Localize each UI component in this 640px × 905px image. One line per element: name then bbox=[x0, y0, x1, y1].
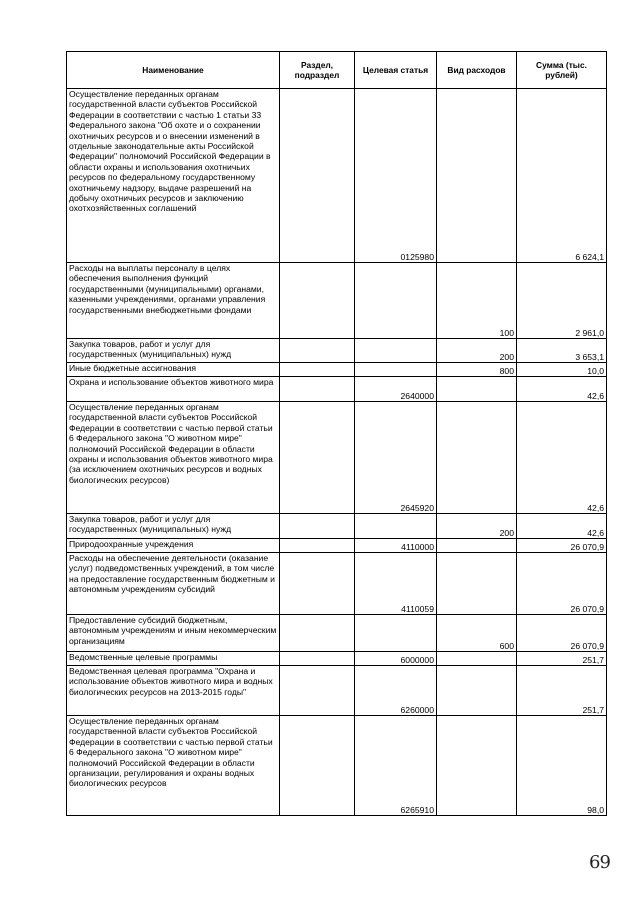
cell-name: Закупка товаров, работ и услуг для государственных (муниципальных) нужд bbox=[67, 514, 280, 539]
cell-target bbox=[355, 339, 437, 363]
table-row bbox=[67, 514, 607, 539]
cell-kind: 200 bbox=[437, 339, 517, 363]
header-sum: Сумма (тыс. рублей) bbox=[517, 52, 607, 89]
table-header bbox=[67, 52, 607, 89]
cell-section bbox=[280, 539, 355, 553]
cell-name: Расходы на выплаты персоналу в целях обеспечения выполнения функций государственными (муниципальными) органами, казенными учреждениями, органами управления государственными внебюджетными фондами bbox=[67, 263, 280, 339]
cell-sum: 3 653,1 bbox=[517, 339, 607, 363]
cell-name: Расходы на обеспечение деятельности (оказание услуг) подведомственных учреждений, в том числе на предоставление государственным бюджетным и автономным учреждениям субсидий bbox=[67, 553, 280, 615]
cell-name: Осуществление переданных органам государственной власти субъектов Российской Федерации в соответствии с частью первой статьи 6 Федерального закона "О животном мире" полномочий Российской Федерации в области охраны и использования объектов животного мира (за исключением охотничьих ресурсов и водных биологических ресурсов) bbox=[67, 402, 280, 514]
table-row bbox=[67, 716, 607, 816]
cell-sum: 26 070,9 bbox=[517, 615, 607, 652]
table-row bbox=[67, 339, 607, 363]
cell-kind: 600 bbox=[437, 615, 517, 652]
table-row bbox=[67, 89, 607, 263]
cell-name: Осуществление переданных органам государственной власти субъектов Российской Федерации в соответствии с частью первой статьи 6 Федерального закона "О животном мире" полномочий Российской Федерации в области организации, регулирования и охраны водных биологических ресурсов bbox=[67, 716, 280, 816]
cell-target bbox=[355, 263, 437, 339]
cell-name: Ведомственные целевые программы bbox=[67, 652, 280, 666]
cell-section bbox=[280, 263, 355, 339]
cell-section bbox=[280, 89, 355, 263]
cell-section bbox=[280, 363, 355, 377]
cell-sum: 26 070,9 bbox=[517, 539, 607, 553]
cell-sum: 98,0 bbox=[517, 716, 607, 816]
cell-name: Предоставление субсидий бюджетным, автономным учреждениям и иным некоммерческим организациям bbox=[67, 615, 280, 652]
header-target: Целевая статья bbox=[355, 52, 437, 89]
table-row bbox=[67, 666, 607, 716]
cell-section bbox=[280, 716, 355, 816]
cell-name: Иные бюджетные ассигнования bbox=[67, 363, 280, 377]
cell-kind bbox=[437, 666, 517, 716]
cell-kind bbox=[437, 402, 517, 514]
cell-section bbox=[280, 402, 355, 514]
table-row bbox=[67, 363, 607, 377]
cell-section bbox=[280, 553, 355, 615]
table-row bbox=[67, 377, 607, 402]
cell-kind bbox=[437, 652, 517, 666]
cell-kind bbox=[437, 89, 517, 263]
cell-section bbox=[280, 615, 355, 652]
cell-target: 4110059 bbox=[355, 553, 437, 615]
cell-target: 4110000 bbox=[355, 539, 437, 553]
cell-target: 6260000 bbox=[355, 666, 437, 716]
cell-kind: 800 bbox=[437, 363, 517, 377]
table-row bbox=[67, 615, 607, 652]
cell-kind bbox=[437, 539, 517, 553]
cell-target: 2640000 bbox=[355, 377, 437, 402]
table-row bbox=[67, 539, 607, 553]
header-kind: Вид расходов bbox=[437, 52, 517, 89]
cell-sum: 42,6 bbox=[517, 514, 607, 539]
header-name: Наименование bbox=[67, 52, 280, 89]
cell-sum: 42,6 bbox=[517, 402, 607, 514]
cell-target: 6265910 bbox=[355, 716, 437, 816]
cell-target bbox=[355, 615, 437, 652]
cell-sum: 42,6 bbox=[517, 377, 607, 402]
cell-target: 2645920 bbox=[355, 402, 437, 514]
cell-section bbox=[280, 339, 355, 363]
page-number: 69 bbox=[589, 852, 610, 873]
budget-table bbox=[66, 51, 607, 816]
cell-sum: 10,0 bbox=[517, 363, 607, 377]
cell-target bbox=[355, 363, 437, 377]
cell-name: Охрана и использование объектов животного мира bbox=[67, 377, 280, 402]
table-row bbox=[67, 402, 607, 514]
cell-kind bbox=[437, 716, 517, 816]
cell-section bbox=[280, 652, 355, 666]
header-section: Раздел, подраздел bbox=[280, 52, 355, 89]
cell-sum: 26 070,9 bbox=[517, 553, 607, 615]
cell-sum: 251,7 bbox=[517, 666, 607, 716]
cell-target bbox=[355, 514, 437, 539]
cell-kind bbox=[437, 553, 517, 615]
cell-section bbox=[280, 666, 355, 716]
cell-name: Природоохранные учреждения bbox=[67, 539, 280, 553]
cell-sum: 6 624,1 bbox=[517, 89, 607, 263]
cell-name: Осуществление переданных органам государственной власти субъектов Российской Федерации в соответствии с частью 1 статьи 33 Федерального закона "Об охоте и о сохранении охотничьих ресурсов и о внесении изменений в отдельные законодательные акты Российской Федерации" полномочий Российской Федерации в области охраны и использования охотничьих ресурсов по федеральному государственному охотничьему надзору, выдаче разрешений на добычу охотничьих ресурсов и заключению охотхозяйственных соглашений bbox=[67, 89, 280, 263]
table-body bbox=[67, 89, 607, 816]
table-row bbox=[67, 263, 607, 339]
table-row bbox=[67, 652, 607, 666]
cell-target: 0125980 bbox=[355, 89, 437, 263]
cell-name: Закупка товаров, работ и услуг для государственных (муниципальных) нужд bbox=[67, 339, 280, 363]
cell-sum: 2 961,0 bbox=[517, 263, 607, 339]
cell-kind: 100 bbox=[437, 263, 517, 339]
table-row bbox=[67, 553, 607, 615]
cell-target: 6000000 bbox=[355, 652, 437, 666]
cell-name: Ведомственная целевая программа "Охрана и использование объектов животного мира и водных биологических ресурсов на 2013-2015 годы" bbox=[67, 666, 280, 716]
cell-section bbox=[280, 514, 355, 539]
cell-sum: 251,7 bbox=[517, 652, 607, 666]
cell-kind: 200 bbox=[437, 514, 517, 539]
cell-section bbox=[280, 377, 355, 402]
cell-kind bbox=[437, 377, 517, 402]
header-row bbox=[67, 52, 607, 89]
